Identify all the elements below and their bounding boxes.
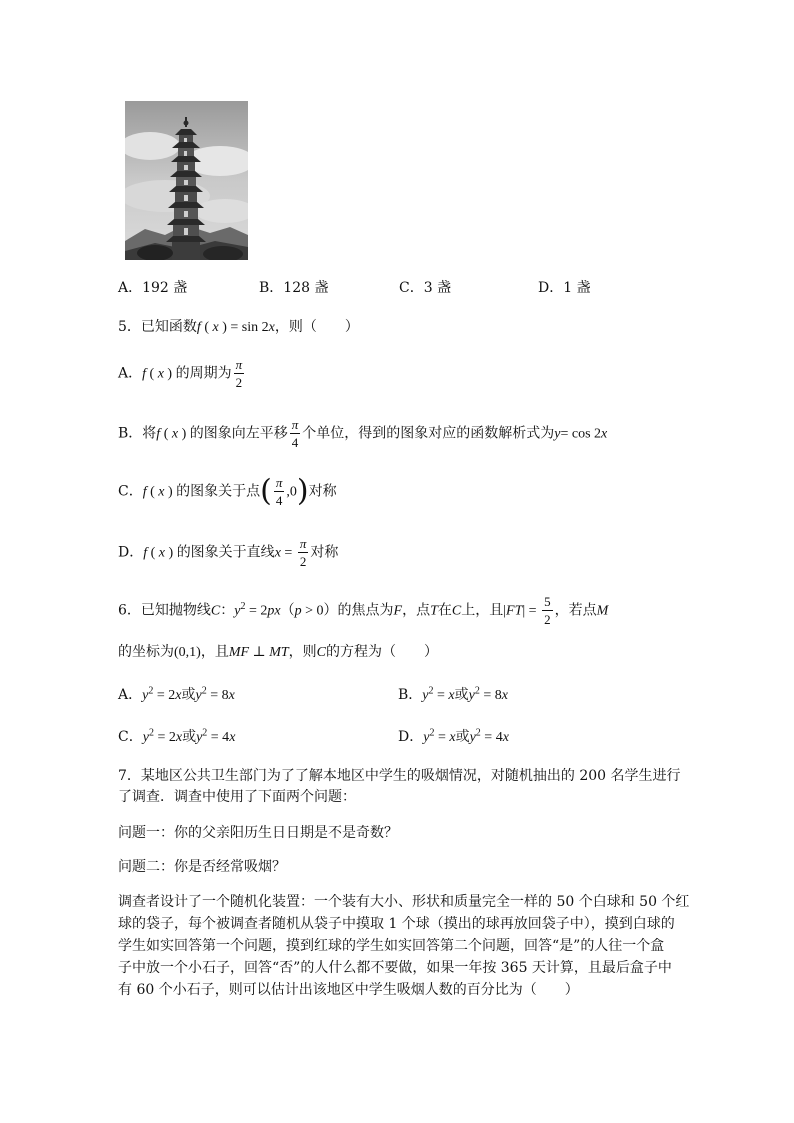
q6-text: ）的焦点为 — [323, 602, 394, 619]
q6-text: ，则 — [288, 644, 317, 660]
q5-d-label: D． — [118, 544, 144, 561]
q6-opt-label: C． — [118, 729, 143, 745]
q6-text: 的方程为（ ） — [326, 644, 439, 660]
q5-stem-mid: = sin 2 — [230, 320, 269, 335]
q6-option-d: D．$y^2 = x$或$y^2 = 4x$ — [398, 727, 509, 745]
q6-or: 或 — [182, 729, 197, 745]
q7-para-line: 球的袋子，每个被调查者随机从袋子中摸取 1 个球（摸出的球再放回袋子中），摸到白球的 — [118, 916, 675, 932]
q6-option-a: A．$y^2 = 2x$或$y^2 = 8x$ — [118, 685, 235, 703]
q5-c-text1: 的图象关于点 — [176, 483, 261, 500]
q5-option-a: A．f ( x ) 的周期为 $\frac{\pi}{2}$ — [118, 357, 243, 390]
q4-option-b: B．128 盏 — [259, 280, 329, 296]
q6-text: ，且 — [200, 644, 229, 660]
q6-text: ，若点 — [554, 602, 597, 619]
q6-opt-label: D． — [398, 729, 424, 745]
q5-option-c: C．f ( x ) 的图象关于点( $\frac{\pi}{4}$ ,0)对称 — [118, 473, 337, 509]
q6-text: 上，且 — [461, 602, 504, 619]
q5-stem-suffix: ，则（ ） — [274, 319, 359, 335]
q6-line2: 的坐标为(0,1)，且MF ⊥ MT，则C的方程为（ ） — [118, 644, 439, 660]
q6-option-c: C．$y^2 = 2x$或$y^2 = 4x$ — [118, 727, 236, 745]
q5-a-text: 的周期为 — [175, 365, 232, 382]
pagoda-photo — [125, 101, 248, 260]
q6-text: ： — [220, 602, 235, 619]
q7-para-line: 有 60 个小石子，则可以估计出该地区中学生吸烟人数的百分比为（ ） — [118, 982, 579, 998]
q7-question1: 问题一：你的父亲阳历生日日期是不是奇数？ — [118, 825, 398, 841]
q6-line1: 6．已知抛物线C：$y^2 = 2px(p > 0)$的焦点为F，点T在C上，且|FT| = $\frac{5}{2}$ ，若点M — [118, 594, 609, 627]
q5-d-text1: 的图象关于直线 — [176, 544, 275, 561]
q5-a-label: A． — [118, 365, 143, 382]
q6-or: 或 — [181, 687, 196, 703]
q6-text: 的坐标为 — [118, 644, 174, 660]
q7-line1: 7．某地区公共卫生部门为了了解本地区中学生的吸烟情况，对随机抽出的 200 名学生进行 — [118, 768, 681, 784]
q5-option-d: D．f ( x ) 的图象关于直线x = $\frac{\pi}{2}$ 对称 — [118, 536, 339, 569]
q5-b-eq: = cos 2 — [560, 426, 602, 442]
q6-opt-label: A． — [118, 687, 143, 703]
q4-option-a: A．192 盏 — [118, 280, 188, 296]
q5-b-text1: 的图象向左平移 — [189, 425, 288, 442]
q6-or: 或 — [455, 729, 470, 745]
q4-option-c: C．3 盏 — [399, 280, 452, 296]
q4-option-d: D．1 盏 — [538, 280, 591, 296]
q5-option-b: B．将f ( x ) 的图象向左平移 $\frac{\pi}{4}$ 个单位，得到的图象对应的函数解析式为y= cos 2x — [118, 417, 608, 450]
q5-c-text2: 对称 — [308, 483, 337, 500]
pi-over-2-fraction: $\frac{\pi}{2}$ — [235, 357, 243, 390]
pi-over-4-fraction: $\frac{\pi}{4}$ — [291, 417, 299, 450]
q5-stem: 5．已知函数f ( x ) = sin 2x，则（ ） — [118, 319, 359, 335]
q5-stem-prefix: 5．已知函数 — [118, 319, 197, 335]
q5-d-text2: 对称 — [310, 544, 339, 561]
q6-opt-label: B． — [398, 687, 423, 703]
q6-text: 在 — [437, 602, 452, 619]
q6-option-b: B．$y^2 = x$或$y^2 = 8x$ — [398, 685, 508, 703]
q5-b-label: B．将 — [118, 425, 157, 442]
q6-text: （ — [280, 602, 295, 619]
q6-or: 或 — [454, 687, 469, 703]
q7-para-line: 调查者设计了一个随机化装置：一个装有大小、形状和质量完全一样的 50 个白球和 50 个红 — [118, 894, 690, 910]
q5-c-label: C． — [118, 483, 143, 500]
q7-para-line: 子中放一个小石子，回答“否”的人什么都不要做，如果一年按 365 天计算，且最后盒子中 — [118, 960, 672, 976]
q7-question2: 问题二：你是否经常吸烟？ — [118, 859, 286, 875]
q6-text: ，点 — [402, 602, 431, 619]
q5-b-text2: 个单位，得到的图象对应的函数解析式为 — [302, 425, 555, 442]
q6-text: 6．已知抛物线 — [118, 602, 211, 619]
q7-line2: 了调查．调查中使用了下面两个问题： — [118, 789, 356, 805]
q7-para-line: 学生如实回答第一个问题，摸到红球的学生如实回答第二个问题，回答“是”的人往一个盒 — [118, 938, 665, 954]
